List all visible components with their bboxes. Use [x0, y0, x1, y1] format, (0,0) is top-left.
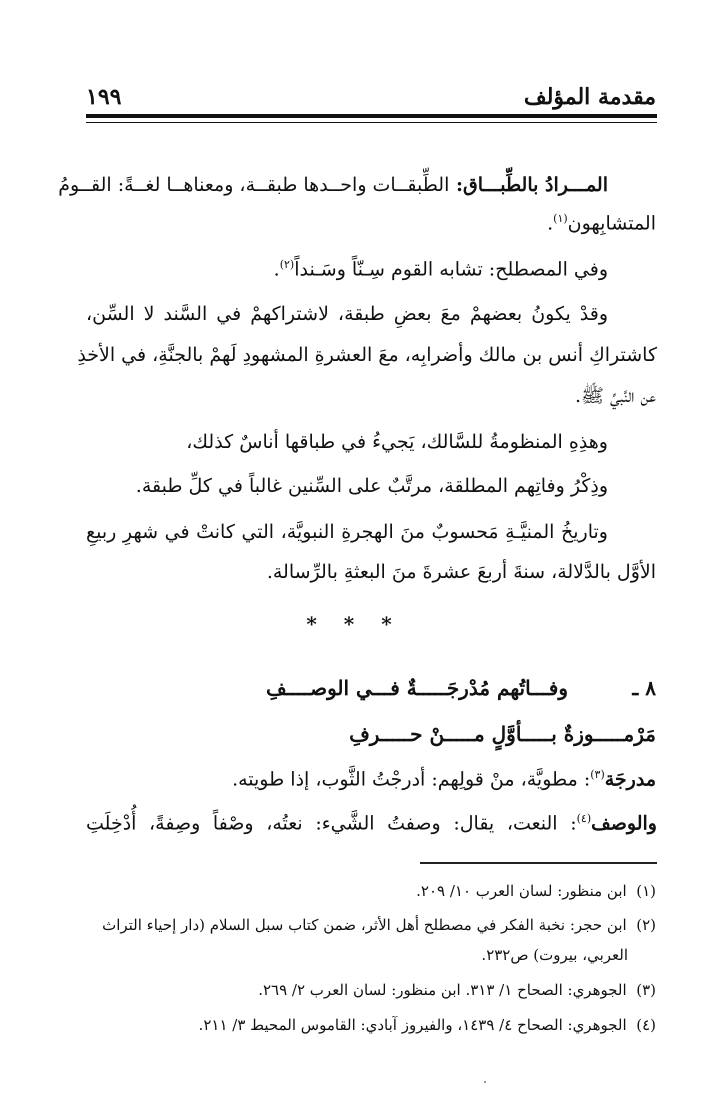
footnote-number: (٤) [636, 1016, 656, 1034]
verse-hemistich-first: وفـــاتُهم مُدْرجَـــــةٌ فـــي الوصــــفِ [265, 676, 568, 700]
footnote [102, 916, 656, 934]
text-run: وقدْ يكونُ بعضهمْ معَ بعضِ طبقة، لاشتراكهمْ في السَّند لا السِّن، [86, 303, 608, 325]
verse-number: ٨ ـ [632, 676, 656, 700]
body-line [86, 303, 608, 325]
footnote-ref: (٣) [590, 768, 605, 781]
term-bold: مدرجَة [604, 768, 656, 791]
page-header [86, 78, 656, 112]
footnote-ref: (٤) [576, 812, 592, 825]
footnote-divider [420, 862, 657, 864]
footnote-number: (٣) [636, 981, 656, 999]
text-run: وتاريخُ المنيَّـةِ مَحسوبٌ منَ الهجرةِ النبويَّة، التي كانتْ في شهرِ ربيعِ [86, 521, 608, 543]
footnote-ref: (٢) [279, 258, 295, 271]
footnote-text: الجوهري: الصحاح ٤/ ١٤٣٩، والفيروز آبادي: القاموس المحيط ٣/ ٢١١. [198, 1016, 627, 1034]
footnote-text: ابن حجر: نخبة الفكر في مصطلح أهل الأثر، ضمن كتاب سبل السلام (دار إحياء التراث [102, 916, 627, 934]
body-line [547, 212, 656, 234]
text-run: عن النَّبيِّ ﷺ. [574, 385, 656, 407]
glossary-line [86, 812, 657, 834]
text-run: الأوَّل بالدَّلالة، سنةَ أربعَ عشرةَ منَ البعثةِ بالرِّسالة. [266, 561, 656, 583]
body-line [136, 475, 608, 497]
footnote [199, 1016, 656, 1034]
body-line [575, 384, 656, 412]
text-run: وذِكْرُ وفاتِهم المطلقة، مرتَّبٌ على السِّنين غالباً في كلِّ طبقة. [135, 475, 608, 497]
text-run: وهذِهِ المنظومةُ للسَّالك، يَجيءُ في طباقها أناسٌ كذلك، [186, 431, 608, 453]
footnote [416, 882, 656, 900]
text-run: : النعت، يقال: وصفتُ الشَّيء: نعتُه، وصْفاً وصِفةً، أُدْخِلَتِ [86, 812, 577, 835]
body-line [58, 174, 608, 196]
footnote-number: (١) [636, 882, 656, 900]
chapter-title: مقدمة المؤلف [523, 84, 656, 110]
footnote-text: ابن منظور: لسان العرب ١٠/ ٢٠٩. [416, 882, 627, 900]
footnote [258, 981, 656, 999]
header-rule-thin [86, 122, 657, 123]
body-line [267, 561, 656, 583]
text-run: وفي المصطلح: تشابه القوم سِـنّاً وسَـنداً [294, 258, 608, 281]
page-number: ١٩٩ [86, 84, 122, 110]
section-separator: * * * [306, 612, 402, 636]
text-run: : مطويَّة، منْ قولِهم: أدرجْتُ الثَّوب، إذا طويته. [232, 768, 591, 791]
footnote-continuation [481, 946, 628, 964]
body-line [274, 258, 608, 280]
header-rule-thick [86, 114, 657, 118]
glossary-line [232, 768, 656, 790]
body-line [86, 521, 608, 543]
text-run: . [547, 212, 554, 235]
footnote-number: (٢) [636, 916, 656, 934]
text-run: المتشابِهون [567, 212, 656, 235]
verse-hemistich-second: مَرْمـــــوزةٌ بـــــأوَّلٍ مـــــنْ حـــــرفِ [349, 722, 656, 746]
text-run: الطِّبقــات واحــدها طبقــة، ومعناهــا لغــةً: القــومُ [58, 174, 450, 196]
term-bold: والوصف [591, 812, 657, 835]
footnote-text: العربي، بيروت) ص٢٣٢. [481, 946, 628, 964]
footnote-ref: (١) [553, 212, 568, 225]
body-line [77, 344, 657, 366]
text-run: كاشتراكِ أنس بن مالك وأضرابِه، معَ العشرةِ المشهودِ لَهمْ بالجنَّةِ، في الأخذِ [77, 344, 657, 366]
print-speck [484, 1081, 486, 1083]
footnote-text: الجوهري: الصحاح ١/ ٣١٣. ابن منظور: لسان العرب ٢/ ٢٦٩. [258, 981, 627, 999]
term-bold: المـــرادُ بالطِّبـــاق: [449, 174, 608, 196]
body-line [186, 431, 608, 453]
text-run: . [273, 258, 280, 281]
